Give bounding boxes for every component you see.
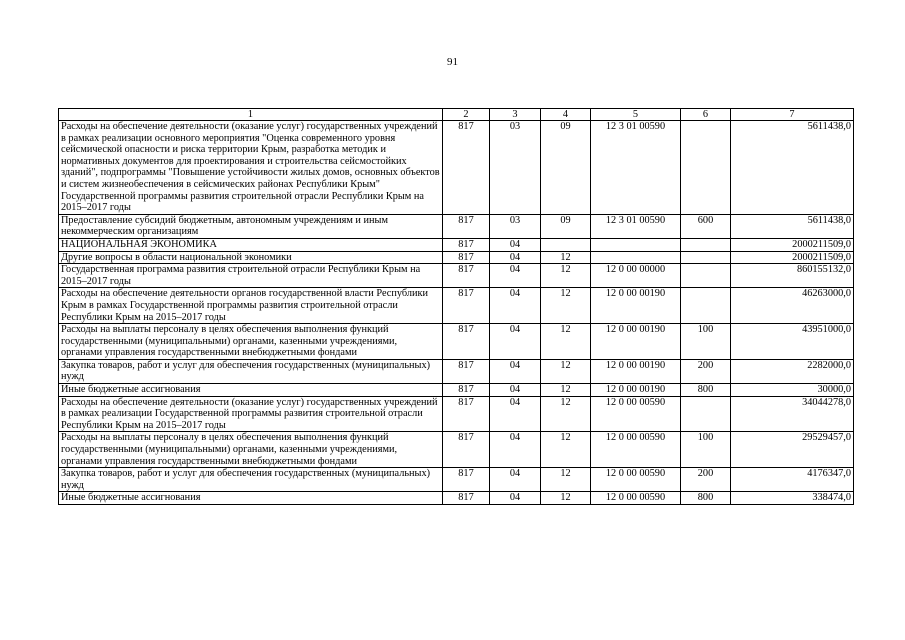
cell-amount: 43951000,0 xyxy=(731,324,854,360)
table-row xyxy=(59,264,854,288)
cell-type xyxy=(681,396,731,432)
cell-section: 04 xyxy=(490,432,541,468)
cell-section: 04 xyxy=(490,251,541,264)
cell-code: 817 xyxy=(443,492,490,505)
cell-subsection: 12 xyxy=(541,251,591,264)
cell-type: 200 xyxy=(681,359,731,383)
column-header: 6 xyxy=(681,109,731,121)
cell-type: 100 xyxy=(681,432,731,468)
cell-subsection: 12 xyxy=(541,264,591,288)
budget-table xyxy=(58,108,854,505)
cell-type xyxy=(681,251,731,264)
cell-subsection: 12 xyxy=(541,396,591,432)
cell-type: 200 xyxy=(681,468,731,492)
cell-type: 800 xyxy=(681,492,731,505)
cell-code: 817 xyxy=(443,264,490,288)
column-header: 3 xyxy=(490,109,541,121)
cell-section: 04 xyxy=(490,288,541,324)
cell-amount: 5611438,0 xyxy=(731,214,854,238)
cell-target xyxy=(591,238,681,251)
column-header: 1 xyxy=(59,109,443,121)
cell-section: 04 xyxy=(490,492,541,505)
row-name: Иные бюджетные ассигнования xyxy=(59,492,443,505)
row-name: Закупка товаров, работ и услуг для обеспечения государственных (муниципальных) нужд xyxy=(59,359,443,383)
cell-subsection: 12 xyxy=(541,324,591,360)
table-row xyxy=(59,396,854,432)
cell-code: 817 xyxy=(443,384,490,397)
table-row xyxy=(59,324,854,360)
cell-section: 04 xyxy=(490,468,541,492)
cell-code: 817 xyxy=(443,238,490,251)
cell-type: 800 xyxy=(681,384,731,397)
cell-code: 817 xyxy=(443,121,490,215)
cell-section: 04 xyxy=(490,264,541,288)
cell-target: 12 3 01 00590 xyxy=(591,214,681,238)
row-name: НАЦИОНАЛЬНАЯ ЭКОНОМИКА xyxy=(59,238,443,251)
row-name: Иные бюджетные ассигнования xyxy=(59,384,443,397)
cell-subsection: 12 xyxy=(541,288,591,324)
cell-subsection: 09 xyxy=(541,214,591,238)
cell-target xyxy=(591,251,681,264)
cell-subsection: 12 xyxy=(541,492,591,505)
cell-type xyxy=(681,238,731,251)
cell-target: 12 0 00 00590 xyxy=(591,492,681,505)
table-row xyxy=(59,251,854,264)
cell-code: 817 xyxy=(443,468,490,492)
cell-amount: 860155132,0 xyxy=(731,264,854,288)
cell-section: 04 xyxy=(490,384,541,397)
cell-code: 817 xyxy=(443,214,490,238)
cell-target: 12 3 01 00590 xyxy=(591,121,681,215)
row-name: Расходы на обеспечение деятельности (оказание услуг) государственных учреждений в рамках реализации основного мероприятия "Оценка современного уровня сейсмической опасности и риска территории Крым, разработка методик и нормативных документов для проектирования и строительства сейсмостойких зданий", подпрограммы "Повышение устойчивости жилых домов, основных объектов и систем жизнеобеспечения в сейсмических районах Республики Крым" Государственной программы развития строительной отрасли Республики Крым на 2015–2017 годы xyxy=(59,121,443,215)
cell-type xyxy=(681,264,731,288)
cell-amount: 4176347,0 xyxy=(731,468,854,492)
cell-amount: 338474,0 xyxy=(731,492,854,505)
table-row xyxy=(59,468,854,492)
column-header: 7 xyxy=(731,109,854,121)
cell-target: 12 0 00 00590 xyxy=(591,396,681,432)
row-name: Расходы на обеспечение деятельности (оказание услуг) государственных учреждений в рамках реализации Государственной программы развития строительной отрасли Республики Крым на 2015–2017 годы xyxy=(59,396,443,432)
table-row xyxy=(59,121,854,215)
cell-section: 04 xyxy=(490,238,541,251)
cell-amount: 2282000,0 xyxy=(731,359,854,383)
cell-target: 12 0 00 00190 xyxy=(591,359,681,383)
cell-code: 817 xyxy=(443,396,490,432)
cell-target: 12 0 00 00590 xyxy=(591,432,681,468)
cell-subsection: 12 xyxy=(541,468,591,492)
cell-amount: 5611438,0 xyxy=(731,121,854,215)
cell-code: 817 xyxy=(443,432,490,468)
cell-type: 600 xyxy=(681,214,731,238)
table-row xyxy=(59,238,854,251)
row-name: Расходы на обеспечение деятельности органов государственной власти Республики Крым в рамках Государственной программы развития строительной отрасли Республики Крым на 2015–2017 годы xyxy=(59,288,443,324)
cell-section: 04 xyxy=(490,396,541,432)
cell-section: 03 xyxy=(490,121,541,215)
cell-target: 12 0 00 00190 xyxy=(591,288,681,324)
cell-amount: 34044278,0 xyxy=(731,396,854,432)
cell-section: 04 xyxy=(490,359,541,383)
cell-code: 817 xyxy=(443,359,490,383)
cell-amount: 46263000,0 xyxy=(731,288,854,324)
table-row xyxy=(59,214,854,238)
cell-type: 100 xyxy=(681,324,731,360)
row-name: Предоставление субсидий бюджетным, автономным учреждениям и иным некоммерческим организациям xyxy=(59,214,443,238)
cell-target: 12 0 00 00190 xyxy=(591,324,681,360)
cell-code: 817 xyxy=(443,288,490,324)
cell-amount: 29529457,0 xyxy=(731,432,854,468)
cell-type xyxy=(681,288,731,324)
cell-amount: 2000211509,0 xyxy=(731,238,854,251)
column-header: 2 xyxy=(443,109,490,121)
cell-subsection: 12 xyxy=(541,384,591,397)
row-name: Расходы на выплаты персоналу в целях обеспечения выполнения функций государственными (муниципальными) органами, казенными учреждениями, органами управления государственными внебюджетными фондами xyxy=(59,324,443,360)
cell-section: 04 xyxy=(490,324,541,360)
page-number: 91 xyxy=(447,56,458,68)
cell-target: 12 0 00 00190 xyxy=(591,384,681,397)
cell-code: 817 xyxy=(443,324,490,360)
row-name: Другие вопросы в области национальной экономики xyxy=(59,251,443,264)
table-row xyxy=(59,492,854,505)
row-name: Государственная программа развития строительной отрасли Республики Крым на 2015–2017 годы xyxy=(59,264,443,288)
cell-amount: 2000211509,0 xyxy=(731,251,854,264)
table-row xyxy=(59,432,854,468)
cell-subsection: 12 xyxy=(541,359,591,383)
row-name: Расходы на выплаты персоналу в целях обеспечения выполнения функций государственными (муниципальными) органами, казенными учреждениями, органами управления государственными внебюджетными фондами xyxy=(59,432,443,468)
table-row xyxy=(59,359,854,383)
header-row xyxy=(59,109,854,121)
cell-type xyxy=(681,121,731,215)
cell-code: 817 xyxy=(443,251,490,264)
table-row xyxy=(59,384,854,397)
column-header: 4 xyxy=(541,109,591,121)
table-row xyxy=(59,288,854,324)
cell-subsection: 09 xyxy=(541,121,591,215)
cell-amount: 30000,0 xyxy=(731,384,854,397)
cell-target: 12 0 00 00000 xyxy=(591,264,681,288)
row-name: Закупка товаров, работ и услуг для обеспечения государственных (муниципальных) нужд xyxy=(59,468,443,492)
cell-subsection: 12 xyxy=(541,432,591,468)
cell-target: 12 0 00 00590 xyxy=(591,468,681,492)
cell-subsection xyxy=(541,238,591,251)
cell-section: 03 xyxy=(490,214,541,238)
column-header: 5 xyxy=(591,109,681,121)
